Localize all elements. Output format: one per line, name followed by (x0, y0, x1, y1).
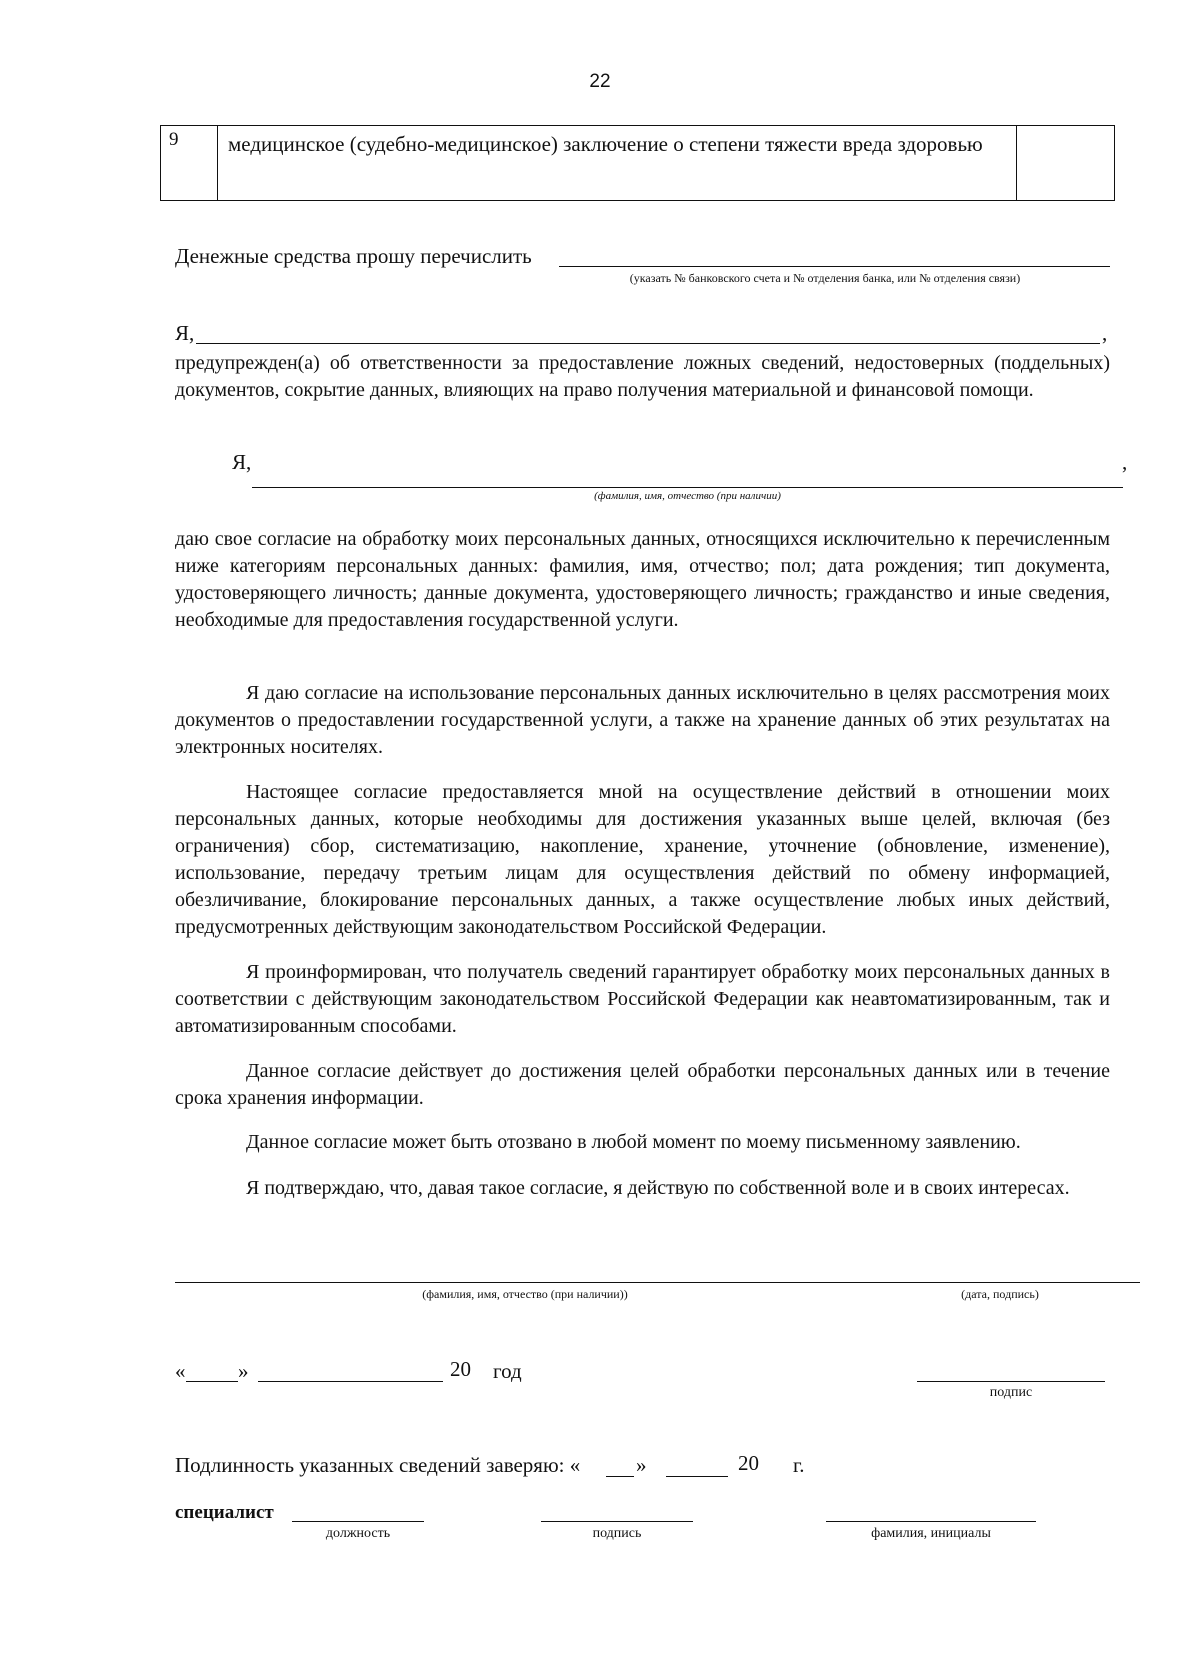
certify-day-line[interactable] (606, 1476, 634, 1477)
specialist-position-line[interactable] (292, 1521, 424, 1522)
transfer-label: Денежные средства прошу перечислить (175, 244, 532, 268)
row-empty-cell (1017, 126, 1114, 200)
signature-date-hint: (дата, подпись) (961, 1287, 1039, 1301)
consent-paragraph-1: даю свое согласие на обработку моих персональных данных, относящихся исключительно к перечисленным ниже категориям персональных данных: фамилия, имя, отчество; пол; дата рождения; тип документа, удостоверяющего личность; данные документа, удостоверяющего личность; гражданство и иные сведения, необходимые для предоставления государственной услуги. (175, 528, 1110, 631)
consent-paragraph-4: Я проинформирован, что получатель сведений гарантирует обработку моих персональных данных в соответствии с действующим законодательством Российской Федерации как неавтоматизированным, так и автоматизированным способами. (175, 961, 1110, 1037)
date-close-quote: » (238, 1359, 249, 1383)
consent-paragraph-3: Настоящее согласие предоставляется мной на осуществление действий в отношении моих персональных данных, которые необходимы для достижения указанных выше целей, включая (без ограничения) сбор, систематизацию, накопление, хранение, уточнение (обновление, изменение), использование, передачу третьим лицам для осуществления действий по обмену информацией, обезличивание, блокирование персональных данных, а также осуществление любых иных действий, предусмотренных действующим законодательством Российской Федерации. (175, 781, 1110, 938)
date-day-line[interactable] (186, 1381, 238, 1382)
certify-month-line[interactable] (666, 1476, 728, 1477)
specialist-sign-line[interactable] (541, 1521, 693, 1522)
consent-comma: , (1122, 450, 1128, 474)
specialist-sign-hint: подпись (592, 1526, 642, 1541)
consent-ya: Я, (232, 450, 252, 474)
specialist-name-line[interactable] (826, 1521, 1036, 1522)
consent-paragraph-2: Я даю согласие на использование персональных данных исключительно в целях рассмотрения моих документов о предоставлении государственной услуги, а также на хранение данных об этих результатах на электронных носителях. (175, 682, 1110, 758)
warning-text: предупрежден(а) об ответственности за предоставление ложных сведений, недостоверных (поддельных) документов, сокрытие данных, влияющих на право получения материальной и финансовой помощи. (175, 352, 1110, 401)
date-sign-hint: подпис (989, 1385, 1033, 1400)
consent-paragraph-5: Данное согласие действует до достижения целей обработки персональных данных или в течение срока хранения информации. (175, 1060, 1110, 1109)
certify-label: Подлинность указанных сведений заверяю: « (175, 1453, 581, 1477)
row-number: 9 (161, 126, 218, 200)
specialist-position-hint: должность (325, 1526, 391, 1541)
warning-name-line[interactable] (196, 343, 1100, 344)
transfer-hint: (указать № банковского счета и № отделения банка, или № отделения связи) (629, 271, 1021, 285)
row-text: медицинское (судебно-медицинское) заключение о степени тяжести вреда здоровью (218, 126, 1017, 200)
warning-ya: Я, (175, 321, 195, 345)
page-number: 22 (589, 71, 611, 92)
consent-paragraph-7: Я подтверждаю, что, давая такое согласие, я действую по собственной воле и в своих интересах. (246, 1177, 1070, 1199)
signature-line[interactable] (175, 1282, 1140, 1283)
date-open-quote: « (175, 1359, 186, 1383)
transfer-account-line[interactable] (559, 266, 1110, 267)
date-year-word: год (493, 1359, 522, 1383)
consent-paragraph-6: Данное согласие может быть отозвано в любой момент по моему письменному заявлению. (246, 1131, 1021, 1153)
date-century: 20 (450, 1357, 471, 1381)
date-month-line[interactable] (258, 1381, 443, 1382)
date-sign-line[interactable] (917, 1381, 1105, 1382)
certify-century: 20 (738, 1451, 759, 1475)
consent-name-hint: (фамилия, имя, отчество (при наличии) (594, 490, 781, 502)
certify-year-abbr: г. (793, 1453, 805, 1477)
specialist-label: специалист (175, 1502, 274, 1523)
certify-close-quote: » (636, 1453, 647, 1477)
documents-table-row (160, 125, 1115, 201)
specialist-name-hint: фамилия, инициалы (871, 1526, 991, 1541)
signature-name-hint: (фамилия, имя, отчество (при наличии)) (422, 1287, 628, 1301)
consent-name-line[interactable] (252, 487, 1123, 488)
warning-comma: , (1102, 321, 1108, 345)
